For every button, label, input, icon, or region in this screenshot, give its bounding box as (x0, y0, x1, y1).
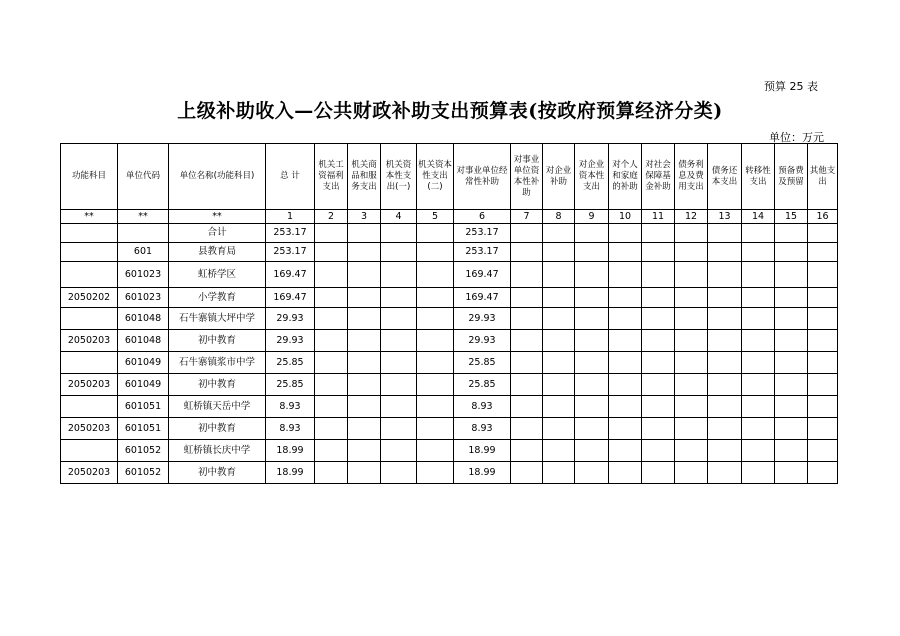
cell-col-15 (775, 288, 808, 308)
cell-col-6: 18.99 (454, 462, 511, 484)
cell-func (61, 352, 118, 374)
cell-col-6: 25.85 (454, 352, 511, 374)
cell-col-7 (511, 396, 543, 418)
cell-col-12 (675, 224, 708, 243)
cell-total: 253.17 (266, 224, 315, 243)
cell-col-2 (315, 440, 348, 462)
cell-col-3 (348, 262, 381, 288)
cell-col-16 (808, 462, 838, 484)
cell-col-15 (775, 440, 808, 462)
table-row (61, 352, 838, 374)
cell-code: 601 (118, 243, 169, 262)
cell-col-10 (609, 330, 642, 352)
cell-col-16 (808, 440, 838, 462)
cell-total: 29.93 (266, 330, 315, 352)
cell-col-15 (775, 243, 808, 262)
cell-col-8 (543, 352, 575, 374)
cell-name: 虹桥镇天岳中学 (169, 396, 266, 418)
cell-col-8 (543, 224, 575, 243)
unit-label: 单位：万元 (769, 131, 824, 144)
cell-col-9 (575, 440, 609, 462)
cell-total: 25.85 (266, 352, 315, 374)
cell-col-16 (808, 262, 838, 288)
cell-col-4 (381, 243, 417, 262)
cell-func (61, 243, 118, 262)
cell-col-7 (511, 262, 543, 288)
cell-col-3 (348, 308, 381, 330)
cell-col-11 (642, 374, 675, 396)
header-cell: 预备费及预留 (775, 144, 808, 210)
table-row (61, 418, 838, 440)
cell-col-3 (348, 462, 381, 484)
cell-col-10 (609, 462, 642, 484)
cell-col-6: 8.93 (454, 418, 511, 440)
cell-total: 25.85 (266, 374, 315, 396)
cell-name: 初中教育 (169, 330, 266, 352)
cell-col-3 (348, 224, 381, 243)
cell-col-4 (381, 262, 417, 288)
cell-col-4 (381, 330, 417, 352)
cell-col-16 (808, 308, 838, 330)
header-cell: 其他支出 (808, 144, 838, 210)
cell-col-11 (642, 396, 675, 418)
cell-col-13 (708, 243, 742, 262)
header-cell: 债务还本支出 (708, 144, 742, 210)
cell-func (61, 396, 118, 418)
cell-col-16 (808, 352, 838, 374)
header-cell: 债务利息及费用支出 (675, 144, 708, 210)
cell-col-13 (708, 418, 742, 440)
cell-col-15 (775, 374, 808, 396)
cell-col-15 (775, 396, 808, 418)
cell-col-3 (348, 440, 381, 462)
cell-name: 石牛寨镇大坪中学 (169, 308, 266, 330)
cell-col-6: 25.85 (454, 374, 511, 396)
cell-func: 2050202 (61, 288, 118, 308)
index-cell: 8 (543, 210, 575, 224)
table-row (61, 243, 838, 262)
cell-col-9 (575, 288, 609, 308)
cell-col-10 (609, 308, 642, 330)
budget-table (60, 143, 838, 484)
cell-col-2 (315, 396, 348, 418)
index-cell: 4 (381, 210, 417, 224)
cell-code: 601049 (118, 374, 169, 396)
cell-code (118, 224, 169, 243)
index-cell: 6 (454, 210, 511, 224)
cell-col-9 (575, 308, 609, 330)
cell-col-8 (543, 396, 575, 418)
cell-col-6: 253.17 (454, 243, 511, 262)
cell-col-2 (315, 288, 348, 308)
cell-col-4 (381, 352, 417, 374)
cell-code: 601051 (118, 418, 169, 440)
cell-total: 8.93 (266, 396, 315, 418)
cell-func: 2050203 (61, 462, 118, 484)
header-cell: 对事业单位经常性补助 (454, 144, 511, 210)
cell-func (61, 262, 118, 288)
header-cell: 单位代码 (118, 144, 169, 210)
cell-col-11 (642, 440, 675, 462)
cell-total: 169.47 (266, 288, 315, 308)
header-cell: 对个人和家庭的补助 (609, 144, 642, 210)
cell-col-4 (381, 440, 417, 462)
cell-col-9 (575, 262, 609, 288)
cell-total: 169.47 (266, 262, 315, 288)
header-cell: 机关资本性支出(一) (381, 144, 417, 210)
table-row (61, 308, 838, 330)
cell-name: 虹桥学区 (169, 262, 266, 288)
table-row (61, 224, 838, 243)
cell-func: 2050203 (61, 330, 118, 352)
cell-col-11 (642, 224, 675, 243)
cell-col-3 (348, 352, 381, 374)
cell-col-3 (348, 288, 381, 308)
index-cell: 10 (609, 210, 642, 224)
index-cell: 16 (808, 210, 838, 224)
cell-col-14 (742, 224, 775, 243)
index-cell: 2 (315, 210, 348, 224)
table-row (61, 262, 838, 288)
cell-col-6: 18.99 (454, 440, 511, 462)
cell-col-5 (417, 462, 454, 484)
header-cell: 转移性支出 (742, 144, 775, 210)
cell-col-5 (417, 288, 454, 308)
cell-col-7 (511, 308, 543, 330)
cell-col-13 (708, 288, 742, 308)
cell-name: 初中教育 (169, 462, 266, 484)
cell-col-10 (609, 440, 642, 462)
cell-col-11 (642, 262, 675, 288)
cell-col-9 (575, 374, 609, 396)
cell-col-16 (808, 288, 838, 308)
cell-col-9 (575, 330, 609, 352)
cell-func: 2050203 (61, 374, 118, 396)
table-row (61, 440, 838, 462)
cell-name: 虹桥镇长庆中学 (169, 440, 266, 462)
cell-col-12 (675, 374, 708, 396)
cell-col-12 (675, 243, 708, 262)
cell-col-9 (575, 462, 609, 484)
cell-col-2 (315, 462, 348, 484)
cell-name: 小学教育 (169, 288, 266, 308)
cell-col-6: 29.93 (454, 308, 511, 330)
index-cell: 15 (775, 210, 808, 224)
cell-col-14 (742, 288, 775, 308)
cell-col-8 (543, 440, 575, 462)
cell-col-13 (708, 224, 742, 243)
cell-col-15 (775, 262, 808, 288)
cell-code: 601049 (118, 352, 169, 374)
cell-col-16 (808, 374, 838, 396)
index-cell: 3 (348, 210, 381, 224)
cell-col-15 (775, 352, 808, 374)
cell-col-5 (417, 374, 454, 396)
cell-col-15 (775, 418, 808, 440)
cell-total: 18.99 (266, 440, 315, 462)
cell-col-7 (511, 418, 543, 440)
cell-col-6: 169.47 (454, 262, 511, 288)
cell-col-7 (511, 462, 543, 484)
cell-col-13 (708, 308, 742, 330)
page-title: 上级补助收入—公共财政补助支出预算表(按政府预算经济分类) (177, 100, 723, 122)
cell-code: 601048 (118, 308, 169, 330)
cell-col-4 (381, 308, 417, 330)
cell-col-3 (348, 374, 381, 396)
cell-col-3 (348, 418, 381, 440)
cell-col-4 (381, 462, 417, 484)
cell-col-15 (775, 330, 808, 352)
cell-col-13 (708, 330, 742, 352)
index-cell: 14 (742, 210, 775, 224)
header-cell: 对企业补助 (543, 144, 575, 210)
cell-col-14 (742, 418, 775, 440)
cell-total: 8.93 (266, 418, 315, 440)
cell-col-2 (315, 243, 348, 262)
cell-col-16 (808, 243, 838, 262)
cell-code: 601023 (118, 262, 169, 288)
cell-total: 29.93 (266, 308, 315, 330)
cell-name: 初中教育 (169, 418, 266, 440)
cell-name: 初中教育 (169, 374, 266, 396)
cell-col-12 (675, 330, 708, 352)
cell-col-14 (742, 262, 775, 288)
cell-col-4 (381, 418, 417, 440)
cell-code: 601051 (118, 396, 169, 418)
cell-col-14 (742, 440, 775, 462)
cell-col-5 (417, 243, 454, 262)
header-cell: 功能科目 (61, 144, 118, 210)
header-cell: 机关商品和服务支出 (348, 144, 381, 210)
cell-col-14 (742, 396, 775, 418)
cell-col-8 (543, 288, 575, 308)
index-cell: 13 (708, 210, 742, 224)
table-row (61, 374, 838, 396)
cell-col-5 (417, 224, 454, 243)
cell-col-14 (742, 308, 775, 330)
cell-col-5 (417, 396, 454, 418)
cell-col-7 (511, 374, 543, 396)
cell-col-10 (609, 352, 642, 374)
cell-col-14 (742, 462, 775, 484)
header-cell: 机关资本性支出(二) (417, 144, 454, 210)
index-cell: ** (118, 210, 169, 224)
cell-col-12 (675, 262, 708, 288)
header-row (61, 144, 838, 210)
cell-col-8 (543, 330, 575, 352)
cell-col-10 (609, 418, 642, 440)
cell-col-15 (775, 224, 808, 243)
cell-col-2 (315, 352, 348, 374)
cell-code: 601023 (118, 288, 169, 308)
cell-col-4 (381, 396, 417, 418)
cell-col-6: 29.93 (454, 330, 511, 352)
cell-col-10 (609, 396, 642, 418)
cell-col-8 (543, 462, 575, 484)
index-cell: 1 (266, 210, 315, 224)
header-cell: 对企业资本性支出 (575, 144, 609, 210)
cell-func: 2050203 (61, 418, 118, 440)
cell-col-13 (708, 262, 742, 288)
cell-name: 合计 (169, 224, 266, 243)
index-cell: 5 (417, 210, 454, 224)
cell-col-11 (642, 418, 675, 440)
index-cell: 9 (575, 210, 609, 224)
cell-col-11 (642, 288, 675, 308)
cell-col-13 (708, 462, 742, 484)
cell-col-2 (315, 262, 348, 288)
cell-col-12 (675, 396, 708, 418)
cell-col-6: 253.17 (454, 224, 511, 243)
header-cell: 总 计 (266, 144, 315, 210)
cell-col-11 (642, 308, 675, 330)
cell-col-16 (808, 396, 838, 418)
header-cell: 机关工资福利支出 (315, 144, 348, 210)
header-cell: 单位名称(功能科目) (169, 144, 266, 210)
index-row (61, 210, 838, 224)
cell-code: 601052 (118, 462, 169, 484)
cell-col-10 (609, 262, 642, 288)
cell-col-9 (575, 418, 609, 440)
cell-col-11 (642, 352, 675, 374)
cell-col-8 (543, 308, 575, 330)
cell-col-5 (417, 262, 454, 288)
cell-col-11 (642, 462, 675, 484)
cell-col-12 (675, 418, 708, 440)
cell-total: 18.99 (266, 462, 315, 484)
cell-col-8 (543, 262, 575, 288)
cell-col-12 (675, 288, 708, 308)
cell-total: 253.17 (266, 243, 315, 262)
cell-col-4 (381, 374, 417, 396)
cell-col-8 (543, 418, 575, 440)
cell-col-14 (742, 330, 775, 352)
cell-col-13 (708, 374, 742, 396)
cell-col-2 (315, 374, 348, 396)
cell-col-10 (609, 374, 642, 396)
cell-col-2 (315, 224, 348, 243)
cell-col-15 (775, 308, 808, 330)
cell-col-9 (575, 352, 609, 374)
cell-col-14 (742, 352, 775, 374)
cell-col-11 (642, 330, 675, 352)
cell-name: 县教育局 (169, 243, 266, 262)
cell-col-13 (708, 352, 742, 374)
cell-col-2 (315, 308, 348, 330)
cell-col-5 (417, 308, 454, 330)
cell-col-9 (575, 224, 609, 243)
cell-col-7 (511, 224, 543, 243)
table-row (61, 396, 838, 418)
cell-col-13 (708, 396, 742, 418)
cell-col-12 (675, 462, 708, 484)
header-cell: 对社会保障基金补助 (642, 144, 675, 210)
cell-col-6: 169.47 (454, 288, 511, 308)
cell-col-16 (808, 418, 838, 440)
index-cell: 12 (675, 210, 708, 224)
cell-col-6: 8.93 (454, 396, 511, 418)
cell-col-15 (775, 462, 808, 484)
header-cell: 对事业单位资本性补助 (511, 144, 543, 210)
cell-col-11 (642, 243, 675, 262)
cell-col-16 (808, 330, 838, 352)
cell-col-16 (808, 224, 838, 243)
table-body (61, 224, 838, 484)
cell-col-5 (417, 352, 454, 374)
cell-col-10 (609, 288, 642, 308)
index-cell: ** (61, 210, 118, 224)
form-number: 预算 25 表 (764, 80, 818, 93)
cell-col-12 (675, 352, 708, 374)
cell-col-3 (348, 243, 381, 262)
cell-col-7 (511, 330, 543, 352)
cell-col-5 (417, 330, 454, 352)
cell-code: 601052 (118, 440, 169, 462)
cell-col-12 (675, 440, 708, 462)
index-cell: ** (169, 210, 266, 224)
cell-col-2 (315, 330, 348, 352)
cell-name: 石牛寨镇浆市中学 (169, 352, 266, 374)
index-cell: 7 (511, 210, 543, 224)
cell-col-8 (543, 243, 575, 262)
cell-col-4 (381, 224, 417, 243)
table-row (61, 288, 838, 308)
table-row (61, 330, 838, 352)
cell-col-10 (609, 243, 642, 262)
cell-col-5 (417, 440, 454, 462)
cell-col-5 (417, 418, 454, 440)
cell-col-14 (742, 243, 775, 262)
cell-col-3 (348, 396, 381, 418)
cell-col-13 (708, 440, 742, 462)
cell-col-2 (315, 418, 348, 440)
cell-col-4 (381, 288, 417, 308)
cell-col-8 (543, 374, 575, 396)
cell-col-10 (609, 224, 642, 243)
cell-col-9 (575, 243, 609, 262)
cell-col-12 (675, 308, 708, 330)
table-row (61, 462, 838, 484)
cell-col-7 (511, 288, 543, 308)
cell-col-9 (575, 396, 609, 418)
cell-func (61, 224, 118, 243)
cell-col-7 (511, 243, 543, 262)
cell-col-7 (511, 352, 543, 374)
cell-col-3 (348, 330, 381, 352)
cell-func (61, 440, 118, 462)
cell-col-14 (742, 374, 775, 396)
index-cell: 11 (642, 210, 675, 224)
cell-col-7 (511, 440, 543, 462)
cell-code: 601048 (118, 330, 169, 352)
cell-func (61, 308, 118, 330)
